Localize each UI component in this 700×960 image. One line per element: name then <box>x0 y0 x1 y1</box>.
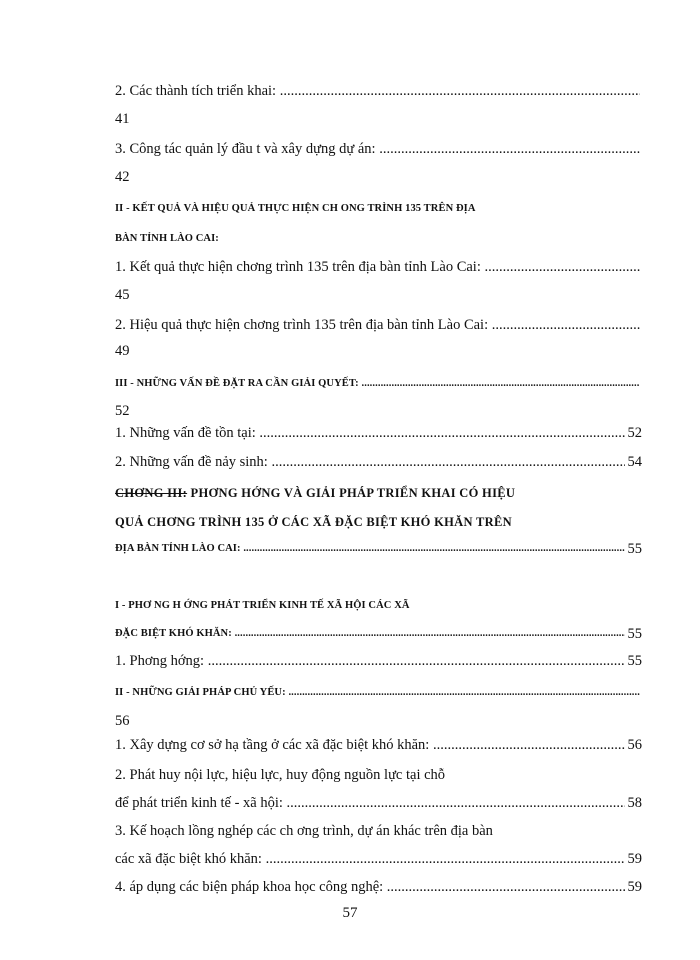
toc-page-number: 54 <box>627 454 642 470</box>
toc-entry-label: III - NHỮNG VẤN ĐỀ ĐẶT RA CẦN GIẢI QUYẾT: <box>115 378 359 389</box>
toc-entry-label: BÀN TỈNH LÀO CAI: <box>115 233 219 244</box>
toc-entry <box>115 375 640 393</box>
toc-page-number: 41 <box>115 111 130 127</box>
toc-entry <box>115 822 640 840</box>
toc-entry-label: II - KẾT QUẢ VÀ HIỆU QUẢ THỰC HIỆN CH ONG TRÌNH 135 TRÊN ĐỊA <box>115 203 476 214</box>
toc-entry-label: ĐẶC BIỆT KHÓ KHĂN: <box>115 628 232 639</box>
toc-entry <box>115 424 625 442</box>
toc-page-number: 59 <box>627 879 642 895</box>
toc-page-number: 52 <box>627 425 642 441</box>
toc-entry <box>115 736 625 754</box>
toc-entry <box>115 850 625 868</box>
toc-entry-label: các xã đặc biệt khó khăn: <box>115 851 262 867</box>
toc-entry <box>115 82 640 100</box>
toc-entry <box>115 766 640 784</box>
toc-entry <box>115 597 640 615</box>
toc-entry-label: 2. Những vấn đề nảy sinh: <box>115 454 268 470</box>
toc-entry-label: 1. Phơng hớng: <box>115 653 205 669</box>
toc-page-number: 55 <box>627 653 642 669</box>
toc-entry-label: 3. Kế hoạch lồng nghép các ch ơng trình, dự án khác trên địa bàn <box>115 823 493 839</box>
toc-entry-label: II - NHỮNG GIẢI PHÁP CHỦ YẾU: <box>115 687 286 698</box>
toc-entry <box>115 200 640 218</box>
toc-entry-label: 2. Các thành tích triển khai: <box>115 83 277 99</box>
toc-entry-label: ĐỊA BÀN TỈNH LÀO CAI: <box>115 543 241 554</box>
toc-entry <box>115 316 640 334</box>
toc-page-number: 56 <box>115 713 130 729</box>
toc-entry <box>115 684 640 702</box>
toc-page-number: 59 <box>627 851 642 867</box>
toc-entry-label: 1. Những vấn đề tồn tại: <box>115 425 256 441</box>
toc-entry <box>115 230 640 248</box>
toc-entry <box>115 878 625 896</box>
toc-entry <box>115 625 625 643</box>
toc-page-number: 52 <box>115 403 130 419</box>
toc-entry <box>115 513 640 531</box>
toc-entry <box>115 652 625 670</box>
toc-entry-label: 2. Hiệu quả thực hiện chơng trình 135 trên địa bàn tỉnh Lào Cai: <box>115 317 489 333</box>
toc-entry-label: I - PHƠ NG H ỚNG PHÁT TRIỂN KINH TẾ XÃ HỘI CÁC XÃ <box>115 600 410 611</box>
toc-entry-label: 4. áp dụng các biện pháp khoa học công nghệ: <box>115 879 384 895</box>
toc-entry-label: để phát triển kinh tế - xã hội: <box>115 795 283 811</box>
toc-page-number: 42 <box>115 169 130 185</box>
toc-entry <box>115 453 625 471</box>
toc-entry <box>115 140 640 158</box>
toc-entry-label: 1. Xây dựng cơ sở hạ tầng ở các xã đặc biệt khó khăn: <box>115 737 430 753</box>
toc-entry <box>115 258 640 276</box>
toc-page-number: 49 <box>115 343 130 359</box>
toc-entry <box>115 540 625 558</box>
toc-entry <box>115 484 640 502</box>
toc-entry-label: 1. Kết quả thực hiện chơng trình 135 trên địa bàn tỉnh Lào Cai: <box>115 259 481 275</box>
toc-page-number: 58 <box>627 795 642 811</box>
toc-entry-label: PHƠNG HỚNG VÀ GIẢI PHÁP TRIỂN KHAI CÓ HIỆU <box>187 486 516 500</box>
toc-entry-strike-label: CHƠNG III: <box>115 486 188 500</box>
toc-entry-label: 3. Công tác quản lý đầu t và xây dựng dự án: <box>115 141 376 157</box>
page-number: 57 <box>342 905 358 921</box>
toc-entry-label: QUẢ CHƠNG TRÌNH 135 Ở CÁC XÃ ĐẶC BIỆT KHÓ KHĂN TRÊN <box>115 515 512 529</box>
toc-page-number: 56 <box>627 737 642 753</box>
toc-entry-label: 2. Phát huy nội lực, hiệu lực, huy động nguồn lực tại chỗ <box>115 767 446 783</box>
toc-page-number: 55 <box>627 626 642 642</box>
toc-page-number: 45 <box>115 287 130 303</box>
toc-entry <box>115 794 625 812</box>
toc-page-number: 55 <box>627 541 642 557</box>
